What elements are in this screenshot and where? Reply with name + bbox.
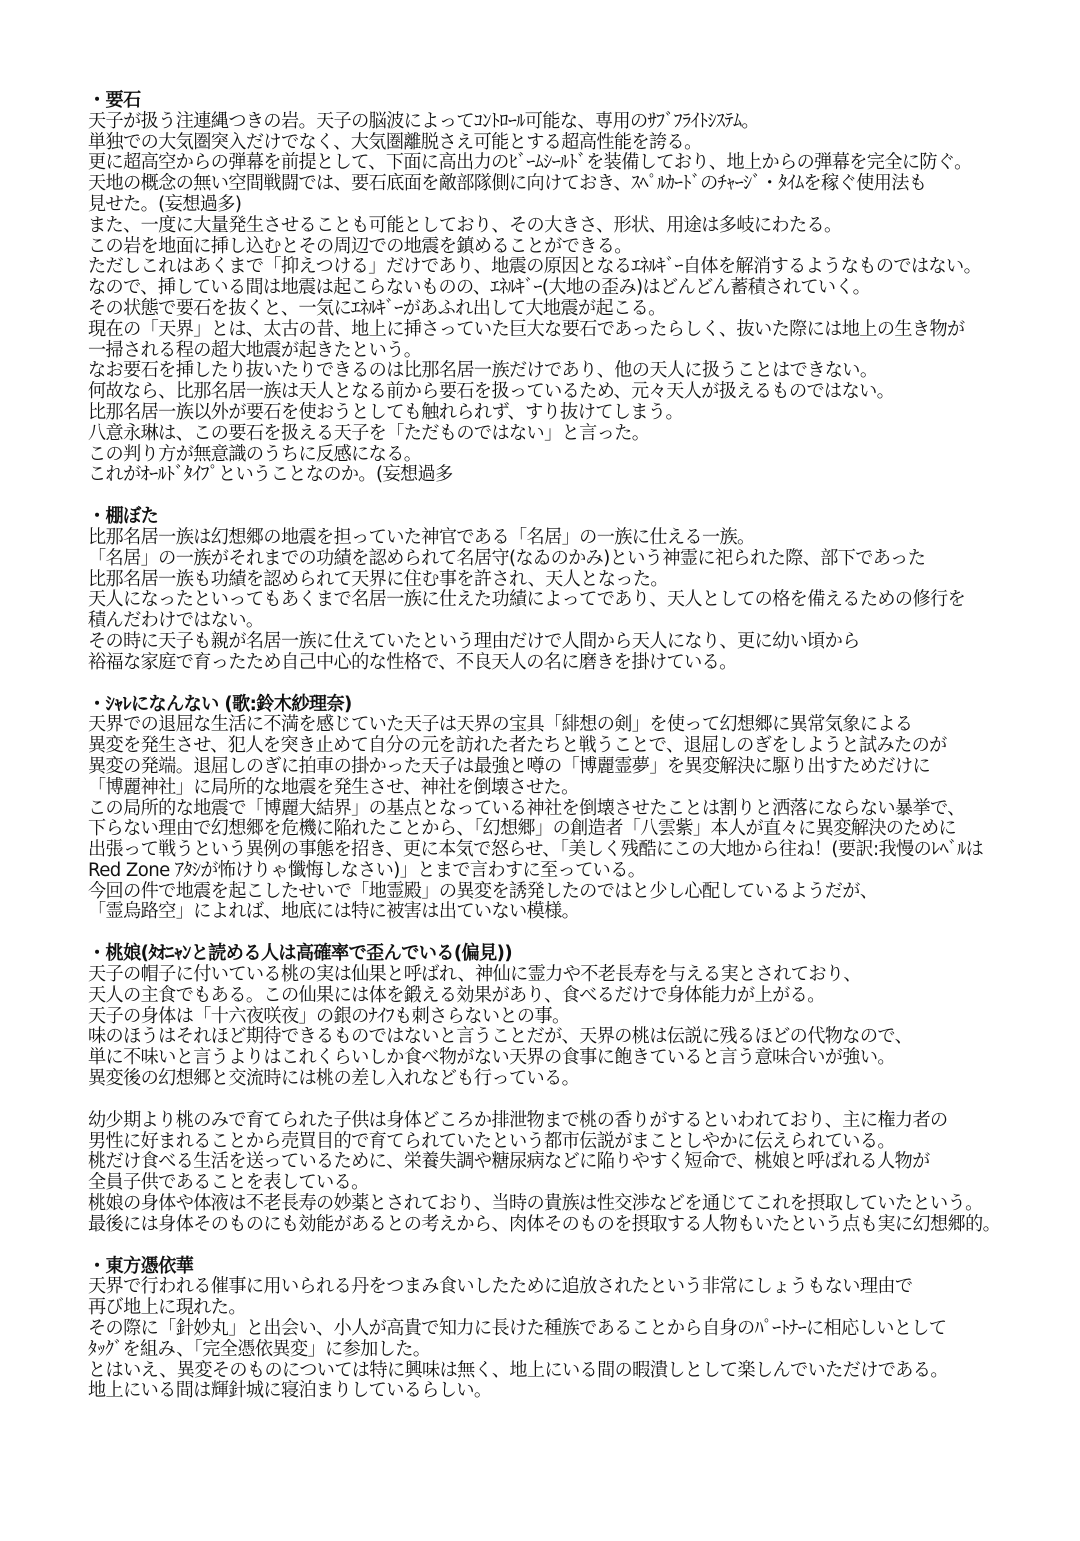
text-line: 「霊烏路空」によれば、地底には特に被害は出ていない模様。 bbox=[88, 901, 580, 923]
text-line: ﾀｯｸﾞを組み、「完全憑依異変」に参加した。 bbox=[88, 1338, 431, 1360]
section bbox=[88, 507, 1063, 673]
text-line: 下らない理由で幻想郷を危機に陥れたことから、「幻想郷」の創造者「八雲紫」本人が直々に異変解決のために bbox=[88, 818, 957, 840]
paragraph bbox=[88, 715, 1063, 923]
text-line: 天地の概念の無い空間戦闘では、要石底面を敵部隊側に向けておき、ｽﾍﾟﾙｶｰﾄﾞのﾁｬｰｼﾞ・ﾀｲﾑを稼ぐ使用法も bbox=[88, 173, 927, 195]
section bbox=[88, 1257, 1063, 1403]
paragraph bbox=[88, 965, 1063, 1090]
text-line: 最後には身体そのものにも効能があるとの考えから、肉体そのものを摂取する人物もいたという点も実に幻想郷的。 bbox=[88, 1213, 1001, 1235]
section bbox=[88, 695, 1063, 924]
text-line: Red Zone ｱﾀｼが怖けりゃ懺悔しなさい)」とまで言わすに至っている。 bbox=[88, 859, 646, 881]
text-line: 見せた。(妄想過多) bbox=[88, 193, 242, 215]
text-line: 天子が扱う注連縄つきの岩。天子の脳波によってｺﾝﾄﾛｰﾙ可能な、専用のｻﾌﾞﾌﾗｲﾄｼｽﾃﾑ。 bbox=[88, 110, 759, 132]
paragraph bbox=[88, 112, 1063, 486]
text-line: この局所的な地震で「博麗大結界」の基点となっている神社を倒壊させたことは割りと洒落にならない暴挙で、 bbox=[88, 797, 965, 819]
text-line: 異変後の幻想郷と交流時には桃の差し入れなども行っている。 bbox=[88, 1068, 580, 1090]
text-line: 比那名居一族以外が要石を使おうとしても触れられず、すり抜けてしまう。 bbox=[88, 401, 683, 423]
text-line: 異変を発生させ、犯人を突き止めて自分の元を訪れた者たちと戦うことで、退屈しのぎをしようと試みたのが bbox=[88, 735, 947, 757]
text-line: 比那名居一族も功績を認められて天界に住む事を許され、天人となった。 bbox=[88, 568, 668, 590]
text-line: 味のほうはそれほど期待できるものではないと言うことだが、天界の桃は伝説に残るほどの代物なので、 bbox=[88, 1026, 913, 1048]
text-line: また、一度に大量発生させることも可能としており、その大きさ、形状、用途は多岐にわたる。 bbox=[88, 214, 842, 236]
text-line: 異変の発端。退屈しのぎに拍車の掛かった天子は最強と噂の「博麗霊夢」を異変解決に駆り出すためだけに bbox=[88, 755, 931, 777]
text-line: 一掃される程の超大地震が起きたという。 bbox=[88, 339, 422, 361]
text-line: 何故なら、比那名居一族は天人となる前から要石を扱っているため、元々天人が扱えるものではない。 bbox=[88, 381, 895, 403]
text-line: 八意永琳は、この要石を扱える天子を「ただものではない」と言った。 bbox=[88, 422, 650, 444]
text-line: 今回の件で地震を起こしたせいで「地霊殿」の異変を誘発したのではと少し心配しているようだが、 bbox=[88, 880, 878, 902]
text-line: なので、挿している間は地震は起こらないものの、ｴﾈﾙｷﾞｰ(大地の歪み)はどんどん蓄積されていく。 bbox=[88, 277, 871, 299]
text-line: 再び地上に現れた。 bbox=[88, 1297, 246, 1319]
text-line: 現在の「天界」とは、太古の昔、地上に挿さっていた巨大な要石であったらしく、抜いた際には地上の生き物が bbox=[88, 318, 965, 340]
section-title: ・桃娘(ﾀｵﾆｬﾝと読める人は高確率で歪んでいる(偏見)) bbox=[88, 943, 513, 965]
text-line: 地上にいる間は輝針城に寝泊まりしているらしい。 bbox=[88, 1380, 492, 1402]
text-line: とはいえ、異変そのものについては特に興味は無く、地上にいる間の暇潰しとして楽しんでいただけである。 bbox=[88, 1359, 948, 1381]
paragraph bbox=[88, 1111, 1063, 1236]
section-title: ・ｼｬﾚになんない (歌:鈴木紗理奈) bbox=[88, 693, 352, 715]
text-line: 桃だけ食べる生活を送っているために、栄養失調や糖尿病などに陥りやすく短命で、桃娘と呼ばれる人物が bbox=[88, 1151, 930, 1173]
text-line: 更に超高空からの弾幕を前提として、下面に高出力のﾋﾞｰﾑｼｰﾙﾄﾞを装備しており、地上からの弾幕を完全に防ぐ。 bbox=[88, 152, 972, 174]
text-line: 天子の帽子に付いている桃の実は仙果と呼ばれ、神仙に霊力や不老長寿を与える実とされており、 bbox=[88, 964, 861, 986]
section bbox=[88, 91, 1063, 486]
text-line: 天人になったといってもあくまで名居一族に仕えた功績によってであり、天人としての格を備えるための修行を bbox=[88, 589, 966, 611]
text-line: なお要石を挿したり抜いたりできるのは比那名居一族だけであり、他の天人に扱うことはできない。 bbox=[88, 360, 878, 382]
text-line: その際に「針妙丸」と出会い、小人が高貴で知力に長けた種族であることから自身のﾊﾟｰﾄﾅｰに相応しいとして bbox=[88, 1318, 947, 1340]
text-line: これがｵｰﾙﾄﾞﾀｲﾌﾟということなのか。(妄想過多 bbox=[88, 464, 453, 486]
text-line: この岩を地面に挿し込むとその周辺での地震を鎮めることができる。 bbox=[88, 235, 632, 257]
text-line: 天子の身体は「十六夜咲夜」の銀のﾅｲﾌも刺さらないとの事。 bbox=[88, 1005, 570, 1027]
text-line: その状態で要石を抜くと、一気にｴﾈﾙｷﾞｰがあふれ出して大地震が起こる。 bbox=[88, 297, 666, 319]
text-line: 「名居」の一族がそれまでの功績を認められて名居守(なゐのかみ)という神霊に祀られた際、部下であった bbox=[88, 547, 926, 569]
text-line: 裕福な家庭で育ったため自己中心的な性格で、不良天人の名に磨きを掛けている。 bbox=[88, 651, 737, 673]
text-line: 全員子供であることを表している。 bbox=[88, 1172, 369, 1194]
section-title: ・要石 bbox=[88, 90, 141, 111]
text-line: 出張って戦うという異例の事態を招き、更に本気で怒らせ、「美しく残酷にこの大地から往ね！(要訳:我慢のﾚﾍﾞﾙは bbox=[88, 839, 984, 861]
text-line: 幼少期より桃のみで育てられた子供は身体どころか排泄物まで桃の香りがするといわれており、主に権力者の bbox=[88, 1109, 948, 1131]
text-line: 男性に好まれることから売買目的で育てられていたという都市伝説がまことしやかに伝えられている。 bbox=[88, 1130, 895, 1152]
text-line: 桃娘の身体や体液は不老長寿の妙薬とされており、当時の貴族は性交渉などを通じてこれを摂取していたという。 bbox=[88, 1193, 983, 1215]
text-line: 「博麗神社」に局所的な地震を発生させ、神社を倒壊させた。 bbox=[88, 776, 579, 798]
paragraph bbox=[88, 1277, 1063, 1402]
text-line: 単独での大気圏突入だけでなく、大気圏離脱さえ可能とする超高性能を誇る。 bbox=[88, 131, 702, 153]
text-line: 積んだわけではない。 bbox=[88, 610, 264, 632]
text-line: 比那名居一族は幻想郷の地震を担っていた神官である「名居」の一族に仕える一族。 bbox=[88, 526, 755, 548]
text-line: ただしこれはあくまで「抑えつける」だけであり、地震の原因となるｴﾈﾙｷﾞｰ自体を解消するようなものではない。 bbox=[88, 256, 982, 278]
text-line: 天人の主食でもある。この仙果には体を鍛える効果があり、食べるだけで身体能力が上がる。 bbox=[88, 984, 825, 1006]
paragraph bbox=[88, 528, 1063, 674]
text-line: 天界での退屈な生活に不満を感じていた天子は天界の宝具「緋想の剣」を使って幻想郷に異常気象による bbox=[88, 714, 913, 736]
text-line: その時に天子も親が名居一族に仕えていたという理由だけで人間から天人になり、更に幼い頃から bbox=[88, 630, 860, 652]
section-title: ・棚ぼた bbox=[88, 506, 159, 528]
section-title: ・東方憑依華 bbox=[88, 1255, 194, 1277]
text-line: 天界で行われる催事に用いられる丹をつまみ食いしたために追放されたという非常にしょうもない理由で bbox=[88, 1276, 913, 1298]
text-line: この判り方が無意識のうちに反感になる。 bbox=[88, 443, 422, 465]
text-line: 単に不味いと言うよりはこれくらいしか食べ物がない天界の食事に飽きていると言う意味合いが強い。 bbox=[88, 1047, 895, 1069]
section bbox=[88, 944, 1063, 1235]
document-page bbox=[88, 91, 1063, 1423]
